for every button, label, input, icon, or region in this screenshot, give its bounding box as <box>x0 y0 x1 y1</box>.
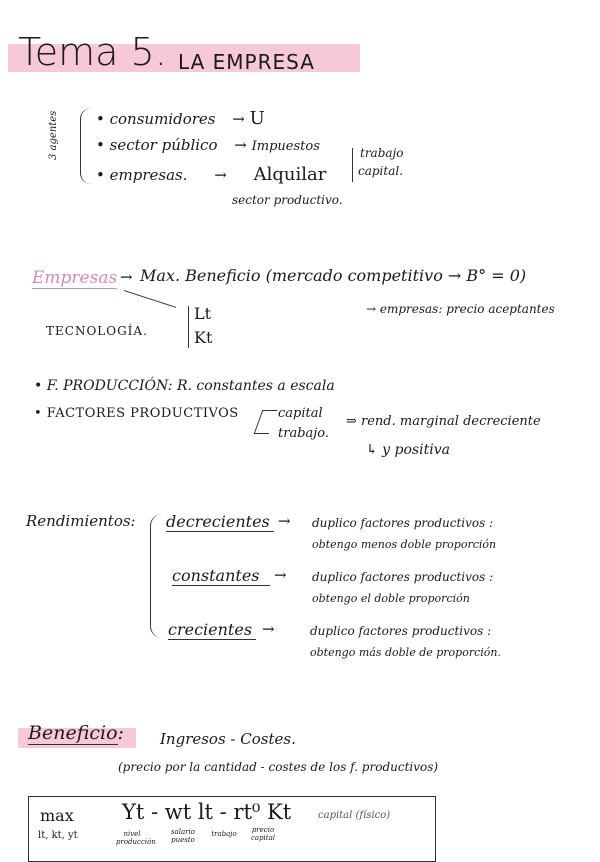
empresas-beneficio: Max. Beneficio (mercado competitivo → B° = 0) <box>140 266 527 285</box>
arrow-icon: → <box>232 110 245 128</box>
box-equation: Yt - wt lt - rt⁰ Kt <box>122 800 292 824</box>
agent-consumidores <box>96 108 265 129</box>
beneficio-label <box>28 722 124 744</box>
factor-capital: capital <box>278 406 323 421</box>
rend-row-line1: duplico factores productivos : <box>310 624 492 638</box>
box-capital-note: capital (físico) <box>318 810 391 821</box>
factor-result: ⇒ rend. marginal decreciente <box>346 414 541 429</box>
rendimientos-brace <box>150 514 163 638</box>
agent-empresas <box>96 164 326 185</box>
box-label-nivel: nivel producción <box>116 830 156 846</box>
alquilar-option-capital: capital. <box>358 164 404 178</box>
alquilar-option-trabajo: trabajo <box>360 146 404 160</box>
page-subtitle: LA EMPRESA <box>178 50 315 74</box>
rendimientos-label: Rendimientos: <box>26 512 136 530</box>
box-label-trabajo: trabajo <box>211 830 237 838</box>
alquilar-divider <box>352 148 353 182</box>
agent-result: Impuestos <box>251 139 320 154</box>
rend-row-line2: obtengo el doble proporción <box>312 592 470 605</box>
factor-result-2: ↳ y positiva <box>366 442 450 458</box>
rend-row-line1: duplico factores productivos : <box>312 516 494 530</box>
agents-side-label: 3 agentes <box>48 110 59 160</box>
arrow-icon: → <box>262 620 275 638</box>
box-label-precio: precio capital <box>250 826 276 842</box>
empresas-branch-line <box>124 290 176 324</box>
bullet-factores-productivos: • FACTORES PRODUCTIVOS <box>34 406 239 421</box>
factor-trabajo: trabajo. <box>278 426 330 441</box>
empresas-arrow-icon: → <box>120 268 133 286</box>
page-title: Tema 5. <box>18 30 167 74</box>
rend-row-crecientes: crecientes <box>168 620 256 640</box>
rend-row-constantes: constantes <box>172 566 270 586</box>
agent-label: • empresas. <box>96 166 188 184</box>
tec-item-kt: Kt <box>194 328 213 347</box>
arrow-icon: → <box>214 166 227 184</box>
empresas-label: Empresas <box>32 268 118 288</box>
sector-productivo: sector productivo. <box>232 193 343 207</box>
beneficio-formula-2: (precio por la cantidad - costes de los f. productivos) <box>118 760 439 774</box>
arrow-icon: → <box>278 512 291 530</box>
agent-result: U <box>249 108 265 129</box>
box-max-sub: lt, kt, yt <box>38 830 78 841</box>
arrow-icon: → <box>274 566 287 584</box>
rend-row-decrecientes: decrecientes <box>166 512 274 532</box>
agent-sector-publico <box>96 136 320 154</box>
agent-label: • consumidores <box>96 110 216 128</box>
box-label-salario: salario puesto <box>171 828 195 844</box>
agents-brace <box>80 108 91 184</box>
bullet-funcion-produccion: • F. PRODUCCIÓN: R. constantes a escala <box>34 378 335 394</box>
rend-row-line1: duplico factores productivos : <box>312 570 494 584</box>
agent-result: Alquilar <box>253 164 327 185</box>
rend-row-line2: obtengo menos doble proporción <box>312 538 497 551</box>
factores-bracket <box>254 410 278 434</box>
agent-label: • sector público <box>96 136 218 154</box>
beneficio-formula: Ingresos - Costes. <box>160 730 296 748</box>
arrow-icon: → <box>234 136 247 154</box>
tec-item-lt: Lt <box>194 304 212 323</box>
box-max: max <box>40 806 74 825</box>
rend-row-line2: obtengo más doble de proporción. <box>310 646 501 659</box>
tecnologia-label: TECNOLOGÍA. <box>46 324 148 338</box>
beneficio-colon: : <box>117 722 124 744</box>
beneficio-text: Beneficio <box>28 722 118 744</box>
tec-brace <box>188 306 189 348</box>
empresas-note: → empresas: precio aceptantes <box>366 302 555 316</box>
